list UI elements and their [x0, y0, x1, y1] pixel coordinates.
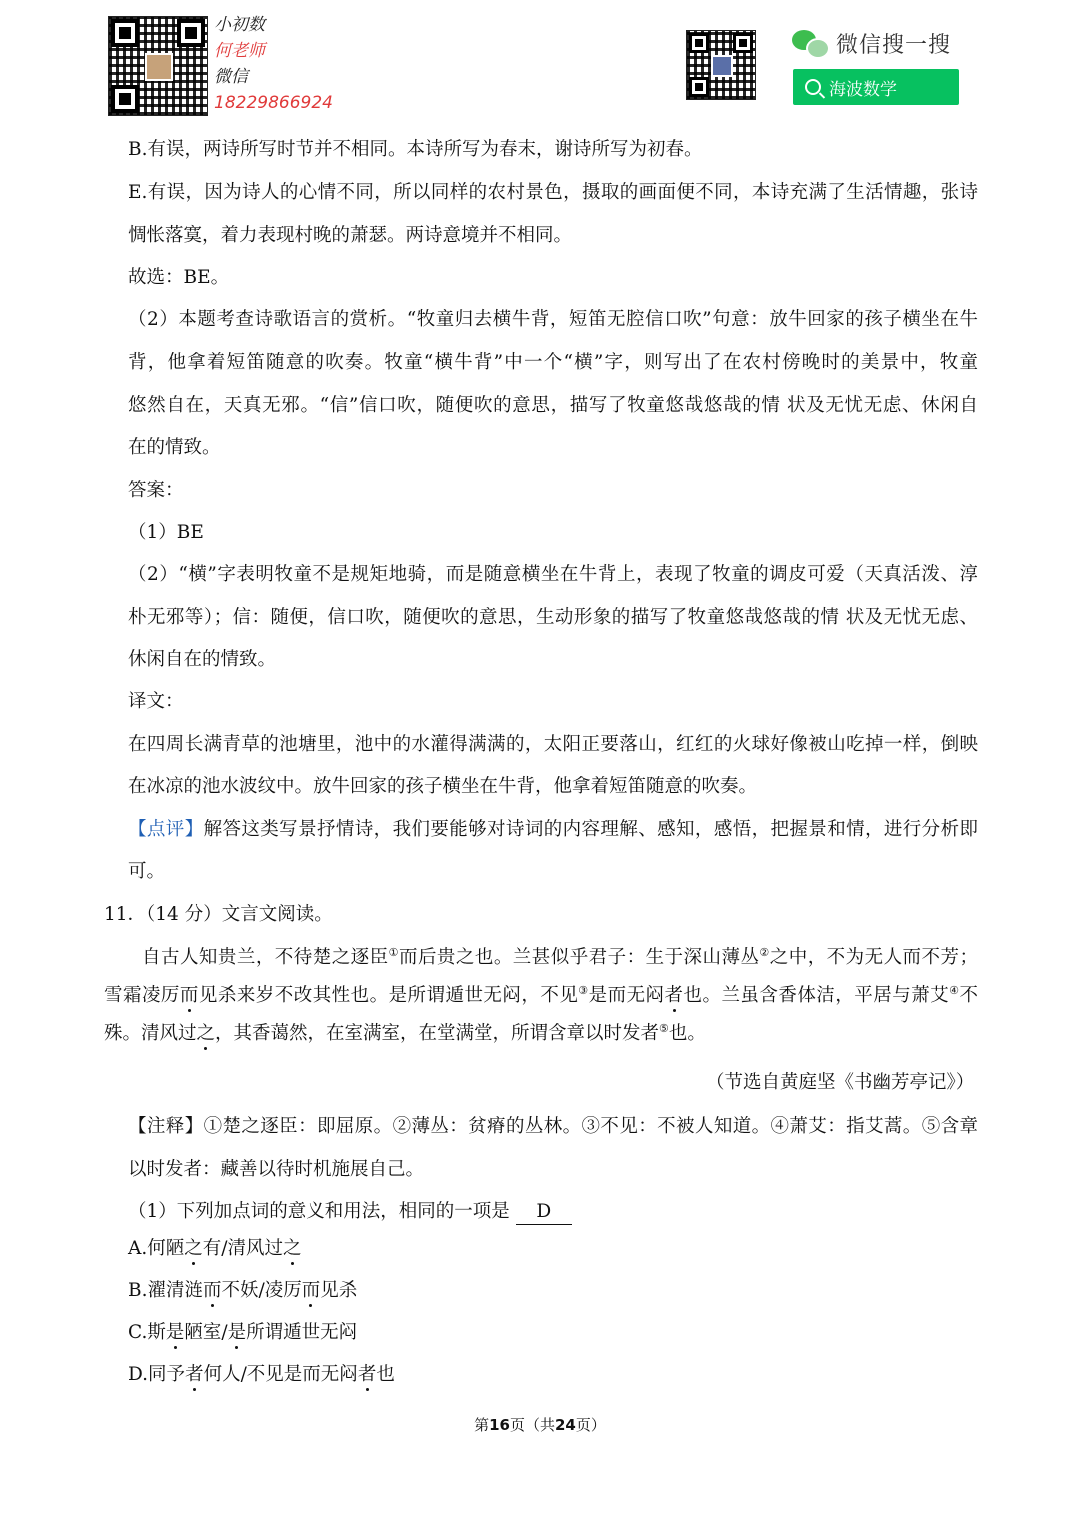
dotted-char: 者 [357, 1364, 377, 1385]
qr-finder [733, 33, 753, 53]
text-line: 可。 [128, 861, 166, 882]
text-line: 朴无邪等）；信：随便，信口吹，随便吹的意思，生动形象的描写了牧童悠哉悠哉的情 状及无忧无虑、 [128, 607, 978, 628]
option-b: B.濯清涟而不妖/凌厉而见杀 [128, 1280, 358, 1301]
text-line: E.有误，因为诗人的心情不同，所以同样的农村景色，摄取的画面便不同，本诗充满了生活情趣，张诗 [128, 182, 978, 203]
contact-phone: 18229866924 [214, 93, 333, 113]
search-icon [805, 79, 821, 95]
page-footer: 第16页（共24页） [474, 1416, 606, 1434]
text-line: B.有误，两诗所写时节并不相同。本诗所写为春末，谢诗所写为初春。 [128, 139, 703, 160]
passage-line: 自古人知贵兰，不待楚之逐臣①而后贵之也。兰甚似乎君子：生于深山薄丛②之中，不为无人而不芳； [142, 946, 978, 968]
text-line: 背，他拿着短笛随意的吹奏。牧童“横牛背”中一个“横”字，则写出了在农村傍晚时的美景中，牧童 [128, 352, 978, 373]
text-line: 休闲自在的情致。 [128, 649, 277, 670]
qr-avatar [145, 53, 173, 81]
qr-code-right [686, 30, 756, 100]
dotted-char: 之 [184, 1238, 203, 1259]
comment-text: 解答这类写景抒情诗，我们要能够对诗词的内容理解、感知，感悟，把握景和情，进行分析即 [203, 819, 978, 840]
text-line: 答案： [128, 480, 184, 501]
notes-line: 【注释】①楚之逐臣：即屈原。②薄丛：贫瘠的丛林。③不见：不被人知道。④萧艾：指艾蒿。⑤含章 [128, 1116, 978, 1137]
dotted-char: 而 [202, 1280, 222, 1301]
text-line: （1）BE [128, 522, 204, 543]
contact-info [214, 12, 333, 116]
search-label: 海波数学 [829, 79, 897, 100]
passage-line: 殊。清风过之，其香蔼然，在室满室，在堂满堂，所谓含章以时发者⑤也。 [104, 1022, 706, 1044]
dotted-char: 者 [664, 985, 684, 1006]
qr-logo [711, 55, 733, 77]
passage-line: 雪霜凌厉而见杀来岁不改其性也。是所谓遁世无闷，不见③是而无闷者也。兰虽含香体洁，平居与萧艾④不 [104, 984, 978, 1006]
dotted-char: 是 [165, 1322, 185, 1343]
dotted-char: 之 [196, 1023, 216, 1044]
text-line: 故选：BE。 [128, 267, 230, 288]
sub-question: （1）下列加点词的意义和用法，相同的一项是 D [128, 1200, 572, 1225]
notes-line: 以时发者：藏善以待时机施展自己。 [128, 1159, 425, 1180]
qr-finder [689, 33, 709, 53]
qr-finder [111, 19, 139, 47]
text-line: 译文： [128, 691, 184, 712]
dotted-char: 者 [185, 1364, 204, 1385]
text-line: （2）本题考查诗歌语言的赏析。“牧童归去横牛背，短笛无腔信口吹”句意：放牛回家的孩子横坐在牛 [128, 309, 978, 330]
qr-finder [689, 77, 709, 97]
option-a: A.何陋之有/清风过之 [128, 1238, 302, 1259]
answer-blank: D [516, 1200, 572, 1225]
text-line: 悠然自在，天真无邪。“信”信口吹，随便吹的意思，描写了牧童悠哉悠哉的情 状及无忧无虑、休闲自 [128, 395, 978, 416]
text-line: 惆怅落寞，着力表现村晚的萧瑟。两诗意境并不相同。 [128, 225, 573, 246]
contact-line: 小初数 [214, 15, 265, 35]
comment-line [128, 818, 978, 842]
contact-line: 何老师 [214, 41, 265, 61]
option-c: C.斯是陋室/是所谓遁世无闷 [128, 1322, 358, 1343]
qr-finder [111, 85, 139, 113]
wechat-search-brand [792, 28, 951, 59]
source-citation: （节选自黄庭坚《书幽芳亭记》） [706, 1072, 975, 1093]
qr-code-left [108, 16, 208, 116]
text-line: 在冰凉的池水波纹中。放牛回家的孩子横坐在牛背，他拿着短笛随意的吹奏。 [128, 776, 758, 797]
page-number: 16 [489, 1416, 510, 1434]
contact-line: 微信 [214, 67, 248, 87]
dotted-char: 之 [283, 1238, 302, 1259]
text-line: 在四周长满青草的池塘里，池中的水灌得满满的，太阳正要落山，红红的火球好像被山吃掉一样，倒映 [128, 734, 978, 755]
dotted-char: 是 [227, 1322, 247, 1343]
qr-finder [177, 19, 205, 47]
dotted-char: 而 [179, 985, 199, 1006]
wechat-icon [792, 30, 828, 58]
page-total: 24 [555, 1416, 576, 1434]
text-line: 在的情致。 [128, 437, 221, 458]
search-box[interactable] [793, 69, 959, 105]
wechat-search-text: 微信搜一搜 [836, 33, 952, 58]
dotted-char: 而 [301, 1280, 321, 1301]
question-heading: 11．（14 分）文言文阅读。 [104, 904, 333, 925]
text-line: （2）“横”字表明牧童不是规矩地骑，而是随意横坐在牛背上，表现了牧童的调皮可爱（天真活泼、淳 [128, 564, 978, 585]
option-d: D.同予者何人/不见是而无闷者也 [128, 1364, 395, 1385]
comment-tag: 【点评】 [128, 819, 204, 840]
